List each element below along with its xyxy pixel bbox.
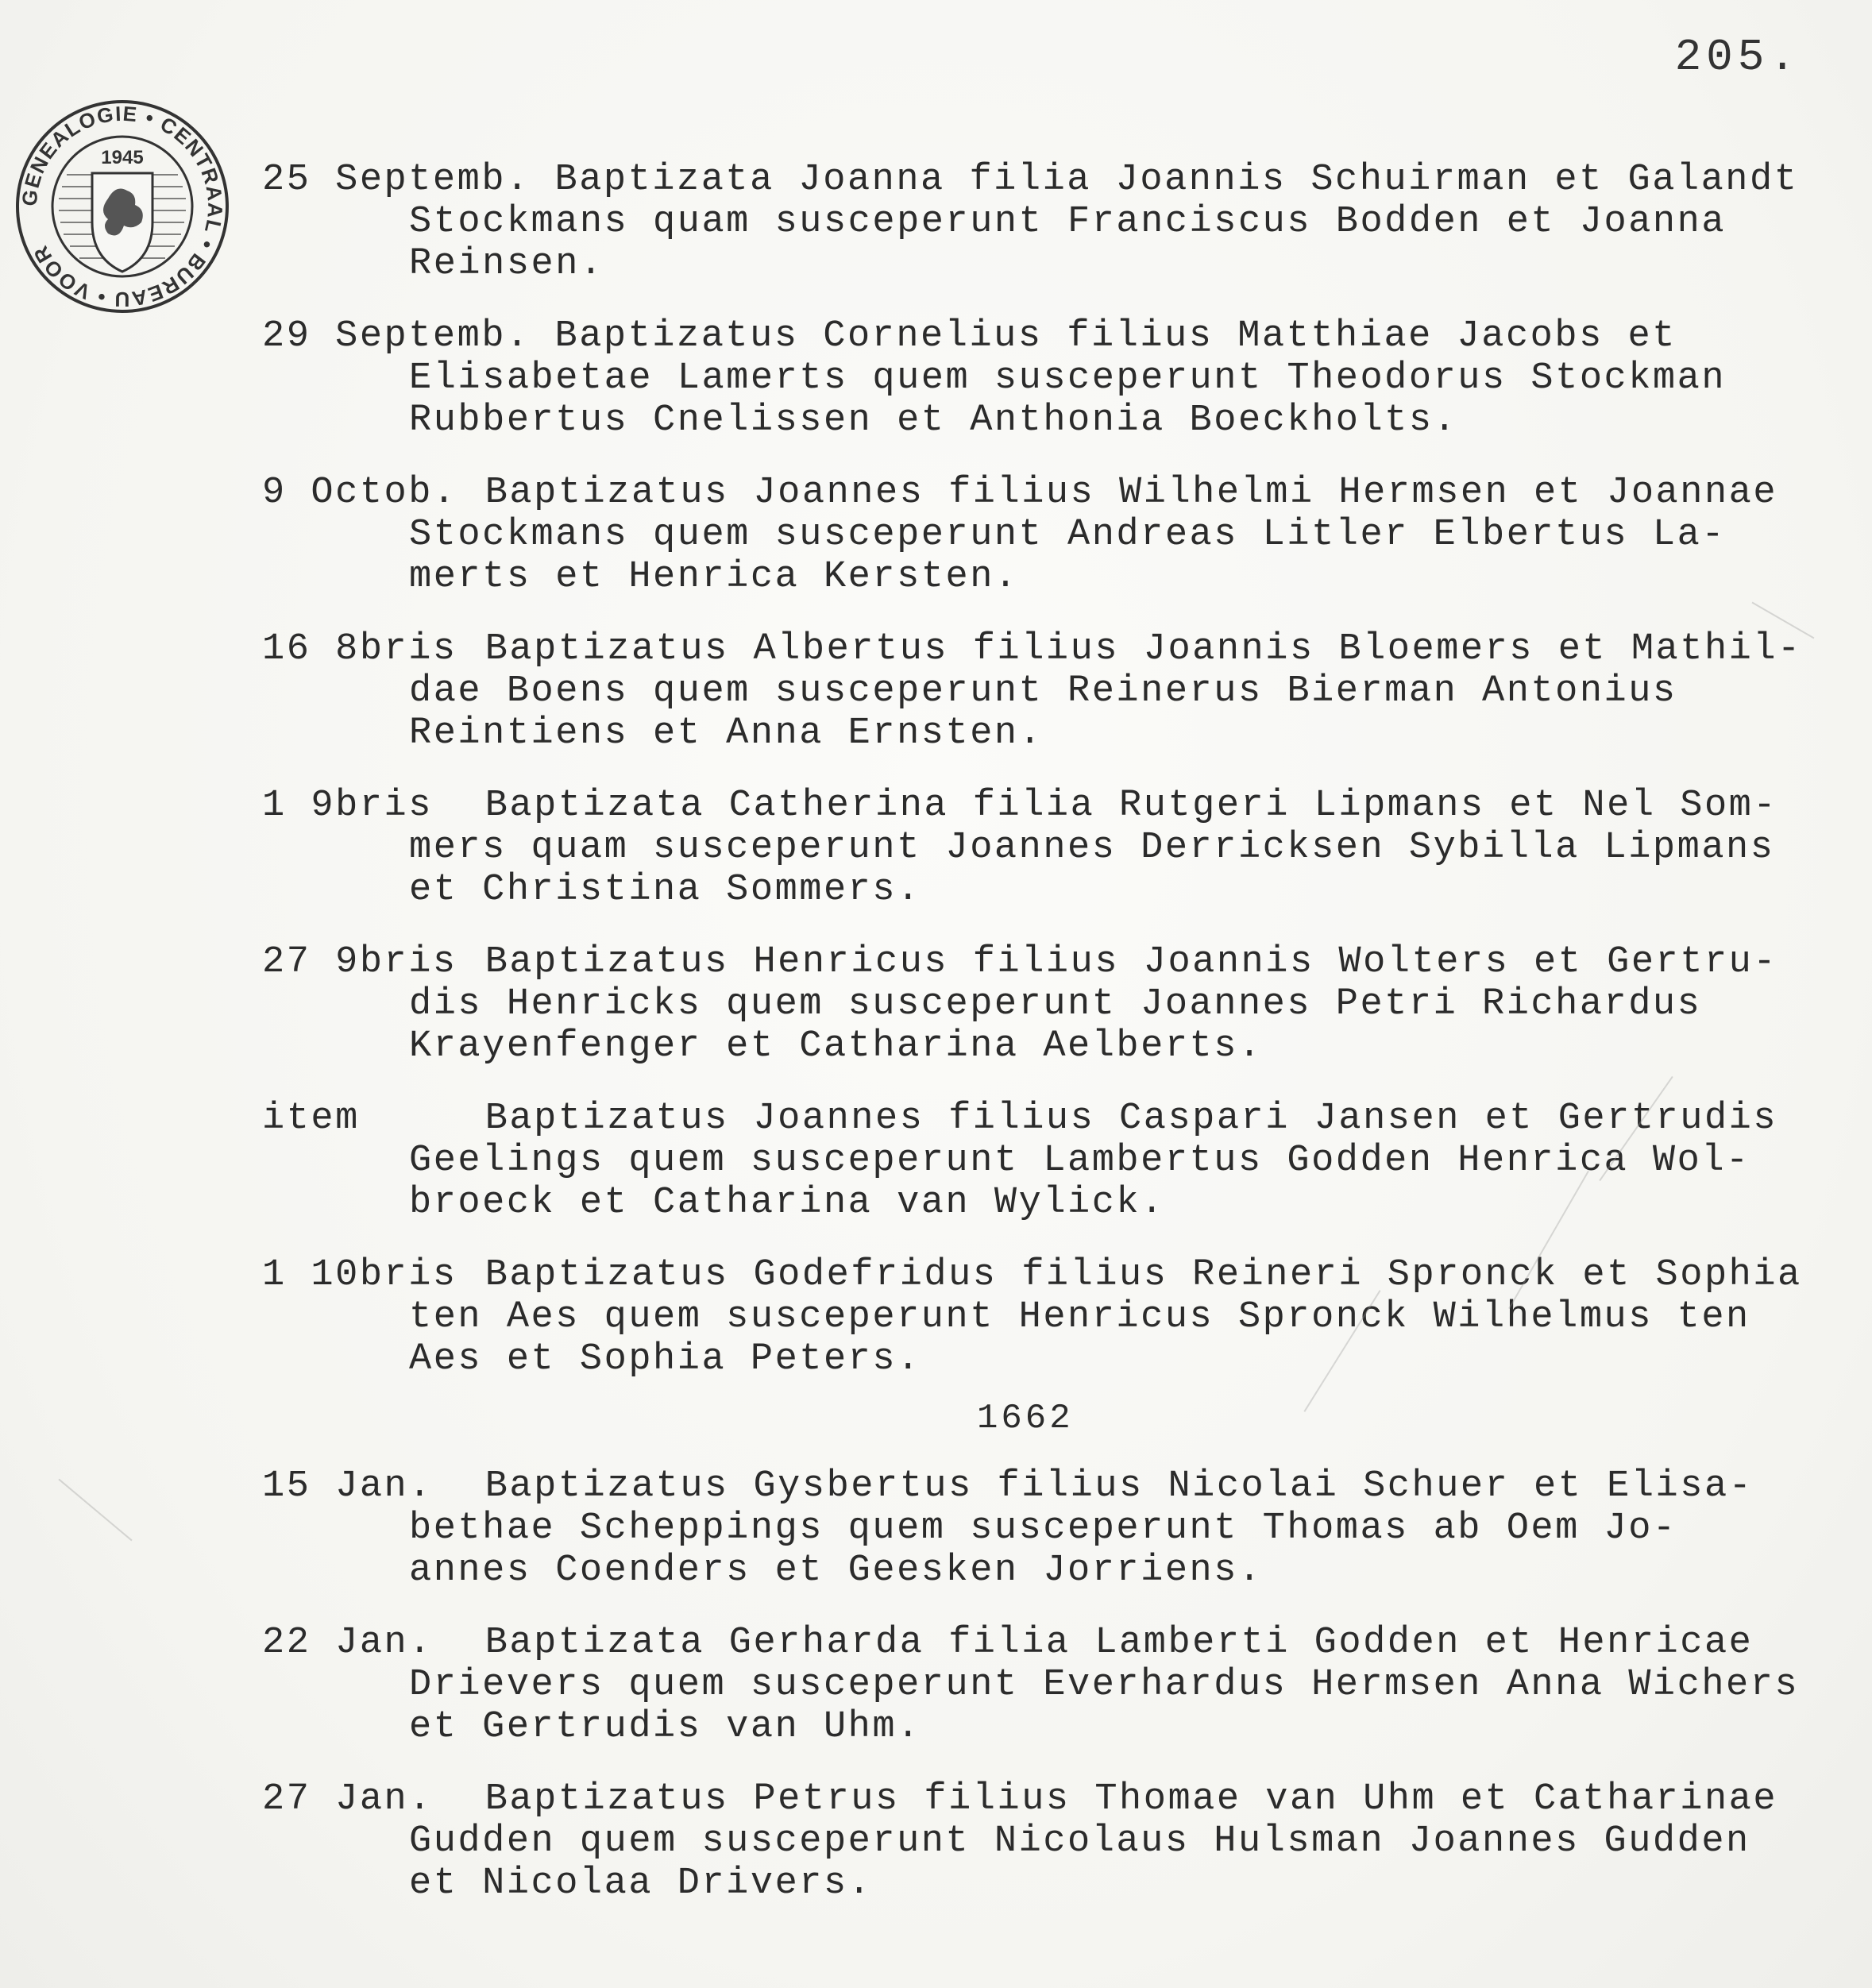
page-number: 205. <box>1674 32 1801 83</box>
entry-line: Gudden quem susceperunt Nicolaus Hulsman Joannes Gudden <box>409 1820 1750 1863</box>
entry-date: 25 Septemb. <box>262 159 531 201</box>
entry-line: bethae Scheppings quem susceperunt Thomas ab Oem Jo- <box>409 1507 1677 1550</box>
entry-line: Baptizata Gerharda filia Lamberti Godden et Henricae <box>484 1622 1754 1664</box>
entry-date: 22 Jan. <box>262 1622 433 1664</box>
entry-line: Elisabetae Lamerts quem susceperunt Theodorus Stockman <box>409 357 1727 400</box>
register-entry <box>262 785 1819 911</box>
entry-date: 1 9bris <box>262 785 433 827</box>
register-entry <box>262 315 1819 442</box>
entry-line: et Nicolaa Drivers. <box>409 1863 873 1905</box>
register-entry <box>262 1254 1819 1380</box>
entry-date: 15 Jan. <box>262 1465 433 1507</box>
archive-stamp-seal <box>11 95 234 318</box>
entry-line: dae Boens quem susceperunt Reinerus Bierman Antonius <box>409 670 1677 712</box>
register-entry <box>262 941 1819 1067</box>
entry-date: 27 9bris <box>262 941 457 983</box>
svg-text:GENEALOGIE • CENTRAAL • BUREAU: GENEALOGIE • CENTRAAL • BUREAU • VOOR <box>17 101 228 312</box>
entry-line: Baptizatus Albertus filius Joannis Bloemers et Mathil- <box>484 628 1802 670</box>
entry-line: Baptizata Joanna filia Joannis Schuirman et Galandt <box>554 159 1799 201</box>
entry-line: ten Aes quem susceperunt Henricus Spronck Wilhelmus ten <box>409 1296 1750 1338</box>
entry-line: Aes et Sophia Peters. <box>409 1338 921 1380</box>
entry-date: 9 Octob. <box>262 472 457 514</box>
entry-line: dis Henricks quem susceperunt Joannes Petri Richardus <box>409 983 1702 1025</box>
entry-date: 27 Jan. <box>262 1778 433 1820</box>
register-entry <box>262 159 1819 285</box>
entry-date: 16 8bris <box>262 628 457 670</box>
entry-date: item <box>262 1098 360 1140</box>
entry-line: et Gertrudis van Uhm. <box>409 1706 921 1748</box>
entry-line: Reintiens et Anna Ernsten. <box>409 712 1044 755</box>
entry-line: Krayenfenger et Catharina Aelberts. <box>409 1025 1263 1067</box>
seal-graphic <box>11 95 234 318</box>
entry-line: Baptizata Catherina filia Rutgeri Lipmans et Nel Som- <box>484 785 1778 827</box>
entry-line: Baptizatus Joannes filius Caspari Jansen et Gertrudis <box>484 1098 1778 1140</box>
baptism-register <box>262 159 1819 1905</box>
entry-line: Reinsen. <box>409 243 604 285</box>
entry-line: Drievers quem susceperunt Everhardus Hermsen Anna Wichers <box>409 1664 1800 1706</box>
entry-line: Baptizatus Joannes filius Wilhelmi Hermsen et Joannae <box>484 472 1778 514</box>
entry-line: merts et Henrica Kersten. <box>409 556 1019 598</box>
entry-date: 29 Septemb. <box>262 315 531 357</box>
register-entry <box>262 1622 1819 1748</box>
entry-line: mers quam susceperunt Joannes Derricksen Sybilla Lipmans <box>409 827 1775 869</box>
register-entry <box>262 1465 1819 1592</box>
svg-text:1945: 1945 <box>101 147 144 168</box>
register-entry <box>262 1778 1819 1905</box>
entry-line: et Christina Sommers. <box>409 869 921 911</box>
register-entry <box>262 472 1819 598</box>
scan-scratch <box>58 1479 132 1542</box>
register-entry <box>262 628 1819 755</box>
entry-date: 1 10bris <box>262 1254 457 1296</box>
entry-line: Baptizatus Petrus filius Thomae van Uhm et Catharinae <box>484 1778 1778 1820</box>
entry-line: Stockmans quem susceperunt Andreas Litler Elbertus La- <box>409 514 1727 556</box>
entry-line: Baptizatus Cornelius filius Matthiae Jacobs et <box>554 315 1677 357</box>
register-entry <box>262 1098 1819 1224</box>
entry-line: Baptizatus Gysbertus filius Nicolai Schuer et Elisa- <box>484 1465 1754 1507</box>
entry-line: broeck et Catharina van Wylick. <box>409 1182 1165 1224</box>
entry-line: Stockmans quam susceperunt Franciscus Bodden et Joanna <box>409 201 1727 243</box>
entry-line: Baptizatus Godefridus filius Reineri Spronck et Sophia <box>484 1254 1802 1296</box>
year-heading: 1662 <box>977 1399 1074 1438</box>
entry-line: annes Coenders et Geesken Jorriens. <box>409 1550 1263 1592</box>
entry-line: Rubbertus Cnelissen et Anthonia Boeckholts. <box>409 400 1458 442</box>
entry-line: Baptizatus Henricus filius Joannis Wolters et Gertru- <box>484 941 1778 983</box>
entry-line: Geelings quem susceperunt Lambertus Godden Henrica Wol- <box>409 1140 1750 1182</box>
